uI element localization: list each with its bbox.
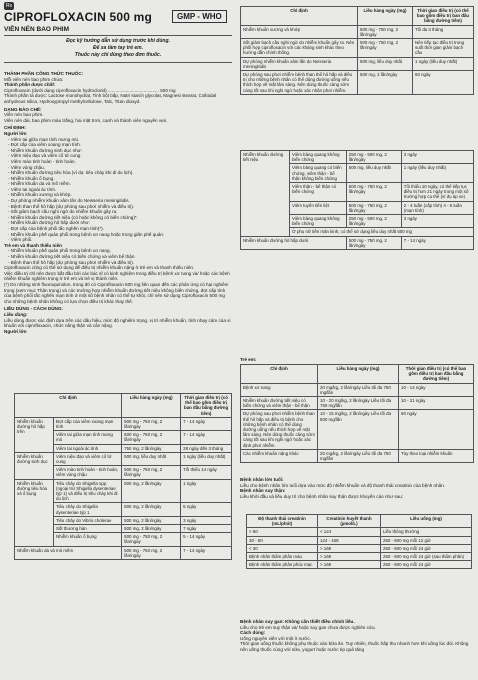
cell-indication: Dự phòng sau phơi nhiễm bệnh than thể hô hấp và điều trị bệnh cho những bệnh nhân có thể dùng đường uống nếu thích hợp về mặt lâm sàng. Nên dùng thuốc càng sớm càng tốt sau khi nghi ngờ hoặc xác định phơi nhiễm. — [241, 410, 318, 449]
cell-oral-dose: Liều thông thường — [381, 528, 472, 536]
body-line: · Đợt cấp của bệnh phổi tắc nghẽn mạn tính(*). — [8, 226, 104, 232]
body-line: · Nhiễm khuẩn phế quản phổi trong bệnh xơ nang hoặc trong giãn phế quản. — [8, 231, 165, 237]
cell-duration: 7 - 14 ngày — [181, 417, 232, 430]
cell-duration: 1 ngày — [181, 479, 232, 503]
table-row — [241, 151, 474, 164]
cell-dose: 500 mg - 750 mg, 2 lần/ngày — [122, 533, 181, 546]
cell-group: Nhiễm khuẩn đường hô hấp trên — [15, 417, 54, 452]
cell-dose: 10 - 15 mg/kg, 2 lần/ngày Liều tối đa 500 mg/lần — [318, 410, 399, 449]
cell-dose: 500 mg, 2 lần/ngày — [122, 479, 181, 503]
cell-note: Ở phụ nữ tiền mãn kinh, có thể sử dụng liều duy nhất 500 mg — [290, 228, 474, 236]
body-line: Người lớn — [4, 328, 27, 334]
cell-indication: Viêm niệu đạo và viêm cổ tử cung — [54, 452, 122, 465]
cell-oral-dose: 250 - 500 mg mỗi 24 giờ — [381, 544, 472, 552]
body-line: Liều dùng: — [4, 311, 28, 317]
body-line: · Viêm niệu đạo và viêm cổ tử cung. — [8, 153, 82, 159]
footer-line: Liều cho trẻ em suy thận và/ hoặc suy gan chưa được nghiên cứu. — [240, 624, 376, 630]
cell-indication: Nhiễm khuẩn đường hô hấp dưới — [241, 236, 347, 249]
table-row — [247, 553, 472, 561]
cell-oral-dose: 250 - 500 mg mỗi 24 giờ (sau thẩm phân) — [381, 553, 472, 561]
cell-indication: Sốt giảm bạch cầu nghi ngờ do nhiễm khuẩn gây ra. Nên phối hợp ciprofloxacin với các kháng sinh khác theo hướng dẫn chính thống. — [241, 39, 358, 58]
cell-indication: Nhiễm khuẩn đường tiết niệu có biến chứng và viêm thận - bể thận — [241, 397, 318, 410]
elderly-title: Bệnh nhân lớn tuổi: — [240, 477, 284, 482]
body-line: · Viêm mào tinh hoàn - tinh hoàn. — [8, 158, 76, 164]
cell-duration: 10 - 14 ngày — [399, 383, 474, 396]
cell-indication: Nhiễm khuẩn ổ bụng — [54, 533, 122, 546]
cell-duration: 28 ngày đến 3 tháng — [181, 444, 232, 452]
cell-duration: 7 - 14 ngày — [181, 431, 232, 444]
body-line: - Bệnh than thể hô hấp (dự phòng sau phơi nhiễm và điều trị). — [8, 259, 135, 265]
cell-indication: Viêm bàng quang không biến chứng — [290, 151, 347, 164]
cell-dose: 500 mg, liều duy nhất — [346, 164, 401, 183]
table-row — [241, 449, 474, 462]
cell-oral-dose: 250 - 500 mg mỗi 24 giờ — [381, 561, 472, 569]
cell-indication: Viêm tuyến tiền liệt — [290, 201, 347, 214]
cell-dose: 500 mg - 750 mg, 2 lần/ngày — [122, 417, 181, 430]
table-row — [241, 410, 474, 449]
body-line: - Đợt cấp của viêm xoang mạn tính. — [8, 142, 81, 148]
cell-creatinine: < 124 — [318, 528, 381, 536]
cell-clearance: > 60 — [247, 528, 318, 536]
cell-indication: Đợt cấp của viêm xoang mạn tính — [54, 417, 122, 430]
table-header: Thời gian điều trị (có thể bao gồm điều trị ban đầu bằng đường tiêm) — [413, 7, 474, 26]
urinary-respiratory-dosage-table — [240, 150, 474, 250]
elderly-section — [240, 477, 474, 499]
cell-duration: 1 ngày (liều duy nhất) — [181, 452, 232, 465]
body-line: LIỀU DÙNG - CÁCH DÙNG: — [4, 306, 63, 312]
cell-dose: 500 mg - 750 mg, 2 lần/ngày — [122, 546, 181, 559]
table-row — [15, 546, 232, 559]
cell-dose: 250 mg - 500 mg, 2 lần/ngày — [346, 151, 401, 164]
body-line: Ciprofloxacin cũng có thể sử dụng để điều trị nhiễm khuẩn nặng ở trẻ em và thanh thiếu niên. — [4, 265, 195, 271]
cell-indication: Nhiễm khuẩn xương và khớp — [241, 25, 358, 38]
table-header: Chỉ định — [241, 365, 318, 384]
table-header: Liều hàng ngày (mg) — [122, 394, 181, 418]
cell-duration: 1 ngày (liều duy nhất) — [401, 164, 473, 183]
renal-dosage-table — [246, 514, 472, 569]
children-label: Trẻ em: — [240, 357, 257, 362]
footer-line: Bệnh nhân suy gan: Không cần thiết điều chỉnh liều. — [240, 619, 355, 624]
table-header: Độ thanh thải creatinin (mL/phút) — [247, 515, 318, 528]
body-line: - Nhiễm khuẩn xương và khớp. — [8, 192, 72, 198]
body-line: THÀNH PHẦN CÔNG THỨC THUỐC: — [4, 71, 84, 76]
cell-indication: Viêm bàng quang không biến chứng — [290, 215, 347, 228]
cell-duration: 5 ngày — [181, 503, 232, 516]
divider — [4, 35, 232, 36]
cell-indication: Viêm mào tinh hoàn - tinh hoàn, viêm vùng chậu — [54, 466, 122, 479]
renal-text: Liều khởi đầu và liều duy trì cho bệnh nhân suy thận được khuyến cáo như sau: — [240, 493, 404, 499]
table-row — [15, 452, 232, 465]
cell-duration: Tùy theo loại nhiễm khuẩn — [399, 449, 474, 462]
cell-dose: 750 mg, 2 lần/ngày — [122, 444, 181, 452]
table-row — [247, 544, 472, 552]
product-title: CIPROFLOXACIN 500 mg — [4, 10, 153, 24]
cell-duration: 2 - 4 tuần (cấp tính) 4 - 6 tuần (mạn tính) — [401, 201, 473, 214]
cell-dose: 20 mg/kg, 2 lần/ngày Liều tối đa 750 mg/lần — [318, 383, 399, 396]
cell-indication: Tiêu chảy do Shigella spp. (ngoại trừ Shigella dysenteriae týp 1) và điều trị tiêu chảy khi đi du lịch — [54, 479, 122, 503]
table-row — [247, 536, 472, 544]
cell-dose: 500 mg, 2 lần/ngày — [122, 525, 181, 533]
cell-dose: 500 mg - 750 mg, 2 lần/ngày — [346, 201, 401, 214]
footer-line: Cách dùng: — [240, 630, 266, 636]
cell-duration: 60 ngày — [413, 71, 474, 95]
note-line: Đọc kỹ hướng dẫn sử dụng trước khi dùng. — [66, 38, 170, 44]
body-line: Ciprofloxacin (dưới dạng ciprofloxacin hydroclorid) ........................................ 500 mg — [4, 87, 176, 93]
cell-duration: Nên tiếp tục điều trị trong suốt thời gian giảm bạch cầu — [413, 39, 474, 58]
cell-duration: Tối đa 3 tháng — [413, 25, 474, 38]
body-line: Người lớn — [4, 130, 27, 136]
body-line: - Nhiễm khuẩn đường hô hấp dưới như: — [8, 220, 90, 226]
body-line: - Bệnh than thể hô hấp (dự phòng sau phơi nhiễm và điều trị). — [8, 203, 135, 209]
body-line: · Viêm vùng chậu. — [8, 164, 45, 170]
cell-dose: 500 mg, liều duy nhất — [122, 452, 181, 465]
body-line: Mỗi viên nén bao phim chứa: — [4, 76, 64, 82]
cell-indication: Nhiễm khuẩn da và mô mềm — [15, 546, 122, 559]
adult-dosage-table-2 — [240, 6, 474, 95]
footer-text — [240, 619, 474, 653]
cell-duration: 1 ngày (liều duy nhất) — [413, 57, 474, 70]
body-line: CHỈ ĐỊNH: — [4, 125, 26, 131]
body-line: - Nhiễm khuẩn ổ bụng. — [8, 175, 55, 181]
cell-group: Nhiễm khuẩn đường sinh dục — [15, 452, 54, 479]
table-row — [15, 417, 232, 430]
body-line: Liều dùng được xác định dựa trên các dấu hiệu, mức độ nghiêm trọng, vị trí nhiễm khuẩn, tính nhạy cảm của vi khuẩn với ciprofloxacin, chức năng thận và cân nặng. — [4, 317, 231, 329]
adult-dosage-table-1 — [14, 393, 232, 560]
body-line: (*) Do những sinh fluoroquinolon, trong đó có Ciprofloxacin 500 mg liên quan đến các phản ứng có hại nghiêm trọng (xem mục Thận trọng) và các trường hợp nhiễm khuẩn đường tiết niệu không biến chứng, đợt cấp tính của bệnh phổi tắc nghẽn mạn tính ở một số bệnh nhân có thể tự khỏi, chỉ nên sử dụng Ciprofloxacin 500 mg cho những bệnh nhân không có lựa chọn điều trị khác thay thế. — [4, 281, 229, 304]
rx-badge: Rx — [6, 3, 13, 9]
cell-clearance: Bệnh nhân thẩm phân máu — [247, 553, 318, 561]
cell-dose: 500 mg, 2 lần/ngày — [122, 503, 181, 516]
cell-creatinine: > 169 — [318, 544, 381, 552]
cell-duration: 7 - 14 ngày — [401, 236, 473, 249]
cell-clearance: 30 - 60 — [247, 536, 318, 544]
table-header: Thời gian điều trị (có thể bao gồm điều trị ban đầu bằng đường tiêm) — [181, 394, 232, 418]
body-line: - Viêm tai giữa mạn tính mưng mủ. — [8, 136, 80, 142]
body-line: - Nhiễm khuẩn đường sinh dục như: — [8, 147, 83, 153]
cell-duration: Tối thiểu 14 ngày — [181, 466, 232, 479]
cell-duration: 60 ngày — [399, 410, 474, 449]
body-line: Thành phần tá dược: Lactose monohydrat, Tinh bột bắp, Natri starch glycolat, Magnesi stearat, Colloidal anhydrous silica, Hydroxypropyl methylcellulose, Talc, Titan dioxyd. — [4, 93, 217, 104]
warning-notes — [4, 38, 232, 59]
cell-creatinine: > 169 — [318, 553, 381, 561]
cell-dose: 500 mg, liều duy nhất — [358, 57, 413, 70]
cell-dose: 500 mg, 2 lần/ngày — [358, 71, 413, 95]
body-line: - Nhiễm khuẩn da và mô mềm. — [8, 181, 71, 187]
cell-indication: Viêm tai giữa mạn tính mưng mủ — [54, 431, 122, 444]
table-row — [15, 479, 232, 503]
table-row — [241, 236, 474, 249]
elderly-text: Liều cho bệnh nhân lớn tuổi dựa vào mức độ nhiễm khuẩn và độ thanh thải creatinin của bệnh nhân. — [240, 482, 446, 488]
table-row — [241, 397, 474, 410]
cell-duration: 7 ngày — [181, 525, 232, 533]
body-line: DẠNG BÀO CHẾ: — [4, 106, 42, 112]
gmp-badge: GMP - WHO — [172, 10, 227, 23]
cell-indication: Tiêu chảy do Shigella dysenteriae týp 1 — [54, 503, 122, 516]
pediatric-dosage-table — [240, 364, 474, 463]
table-row — [241, 39, 474, 58]
cell-indication: Sốt thương hàn — [54, 525, 122, 533]
body-line: Trẻ em và thanh thiếu niên — [4, 242, 62, 248]
body-line: · Viêm phổi. — [8, 237, 33, 243]
leaflet-body-text — [4, 69, 232, 334]
note-line: Để xa tầm tay trẻ em. — [92, 45, 144, 51]
cell-creatinine: > 169 — [318, 561, 381, 569]
table-row — [241, 57, 474, 70]
cell-clearance: Bệnh nhân thẩm phân phúc mạc — [247, 561, 318, 569]
table-header: Chỉ định — [241, 7, 358, 26]
table-row — [241, 383, 474, 396]
body-line: - Dự phòng nhiễm khuẩn xâm lấn do Neisseria meningitidis. — [8, 198, 130, 204]
body-line: - Nhiễm khuẩn phế quản phổi trong bệnh xơ nang. — [8, 248, 111, 254]
body-line: Thành phần dược chất: — [4, 82, 56, 88]
divider — [4, 62, 232, 63]
body-line: - Viêm tai ngoài ác tính. — [8, 186, 57, 192]
table-header: Thời gian điều trị (có thể bao gồm điều trị ban đầu bằng đường tiêm) — [399, 365, 474, 384]
cell-oral-dose: 250 - 500 mg mỗi 12 giờ — [381, 536, 472, 544]
cell-dose: 500 mg - 750 mg, 2 lần/ngày — [122, 466, 181, 479]
cell-indication: Dự phòng nhiễm khuẩn xâm lấn do Neisseria meningitidis — [241, 57, 358, 70]
cell-dose: 500 mg - 750 mg, 2 lần/ngày — [346, 236, 401, 249]
cell-clearance: < 30 — [247, 544, 318, 552]
table-header: Creatinin huyết thanh (µmol/L) — [318, 515, 381, 528]
cell-indication: Viêm bàng quang có biến chứng, viêm thận - bể thận không biến chứng — [290, 164, 347, 183]
cell-duration: 3 ngày — [401, 151, 473, 164]
cell-indication: Viêm tai ngoài ác tính — [54, 444, 122, 452]
cell-dose: 250 mg - 500 mg, 2 lần/ngày — [346, 215, 401, 228]
cell-duration: 7 - 14 ngày — [181, 546, 232, 559]
cell-indication: Tiêu chảy do Vibrio cholerae — [54, 516, 122, 524]
table-header: Liều uống (mg) — [381, 515, 472, 528]
body-line: - Nhiễm khuẩn đường tiêu hóa (ví dụ: tiêu chảy khi đi du lịch). — [8, 170, 134, 176]
table-row — [241, 25, 474, 38]
cell-duration: 3 ngày — [181, 516, 232, 524]
table-header: Liều hàng ngày (mg) — [318, 365, 399, 384]
cell-dose: 500 mg, 2 lần/ngày — [122, 516, 181, 524]
cell-dose: 500 mg - 750 mg, 2 lần/ngày — [358, 39, 413, 58]
cell-duration: 3 ngày — [401, 215, 473, 228]
table-header: Liều hàng ngày (mg) — [358, 7, 413, 26]
cell-dose: 500 mg - 750 mg, 2 lần/ngày — [358, 25, 413, 38]
body-line: Việc điều trị chỉ nên được bắt đầu bởi các bác sĩ có kinh nghiệm trong điều trị bệnh xơ nang và/ hoặc các bệnh nhiễm khuẩn nghiêm trọng ở trẻ em và trẻ vị thành niên. — [4, 270, 230, 282]
cell-indication: Các nhiễm khuẩn nặng khác — [241, 449, 318, 462]
renal-title: Bệnh nhân suy thận: — [240, 488, 286, 494]
cell-indication: Viêm thận - bể thận có biến chứng — [290, 183, 347, 202]
cell-indication: Bệnh xơ nang — [241, 383, 318, 396]
body-line: Viên nén bao phim. — [4, 112, 44, 118]
table-row — [241, 71, 474, 95]
body-line: Viên nén dài, bao phim màu trắng, hai mặt trơn, cạnh và thành viên nguyên vẹn. — [4, 117, 168, 123]
cell-group: Nhiễm khuẩn đường tiêu hóa và ổ bụng — [15, 479, 54, 546]
cell-dose: 20 mg/kg, 2 lần/ngày Liều tối đa 750 mg/lần — [318, 449, 399, 462]
dosage-form-subtitle: VIÊN NÉN BAO PHIM — [4, 26, 70, 33]
cell-duration: 5 - 14 ngày — [181, 533, 232, 546]
cell-group: Nhiễm khuẩn đường tiết niệu — [241, 151, 290, 237]
cell-indication: Dự phòng sau phơi nhiễm bệnh than thể hô hấp và điều trị cho những bệnh nhân có thể dùng đường uống nếu thích hợp về mặt lâm sàng. Nên dùng thuốc càng sớm càng tốt sau khi nghi ngờ hoặc xác nhận phơi nhiễm. — [241, 71, 358, 95]
body-line: - Sốt giảm bạch cầu nghi ngờ do nhiễm khuẩn gây ra. — [8, 209, 118, 215]
table-row — [247, 561, 472, 569]
note-line: Thuốc này chỉ dùng theo đơn thuốc. — [74, 52, 162, 58]
footer-line: Uống nguyên viên với một ít nước. — [240, 635, 311, 641]
cell-duration: Tối thiểu 10 ngày, có thể tiếp tục điều trị hơn 21 ngày trong một số trường hợp cụ thể (ví dụ áp xe) — [401, 183, 473, 202]
cell-dose: 10 - 20 mg/kg, 2 lần/ngày Liều tối đa 750 mg/lần — [318, 397, 399, 410]
cell-dose: 500 mg - 750 mg, 2 lần/ngày — [346, 183, 401, 202]
cell-dose: 500 mg - 750 mg, 2 lần/ngày — [122, 431, 181, 444]
footer-line: Thời gian uống thuốc không phụ thuộc vào bữa ăn. Tuy nhiên, thuốc hấp thu nhanh hơn khi uống lúc đói. Không nên uống thuốc cùng với sữa, yogurt hoặc nước ép quả tăng — [240, 641, 469, 652]
cell-duration: 10 - 21 ngày — [399, 397, 474, 410]
body-line: - Nhiễm khuẩn đường tiết niệu có biến chứng và viêm bể thận. — [8, 254, 136, 259]
table-header: Chỉ định — [15, 394, 122, 418]
body-line: - Nhiễm khuẩn đường tiết niệu (có hoặc không có biến chứng)*. — [8, 214, 138, 220]
table-row — [247, 528, 472, 536]
cell-creatinine: 124 - 168 — [318, 536, 381, 544]
